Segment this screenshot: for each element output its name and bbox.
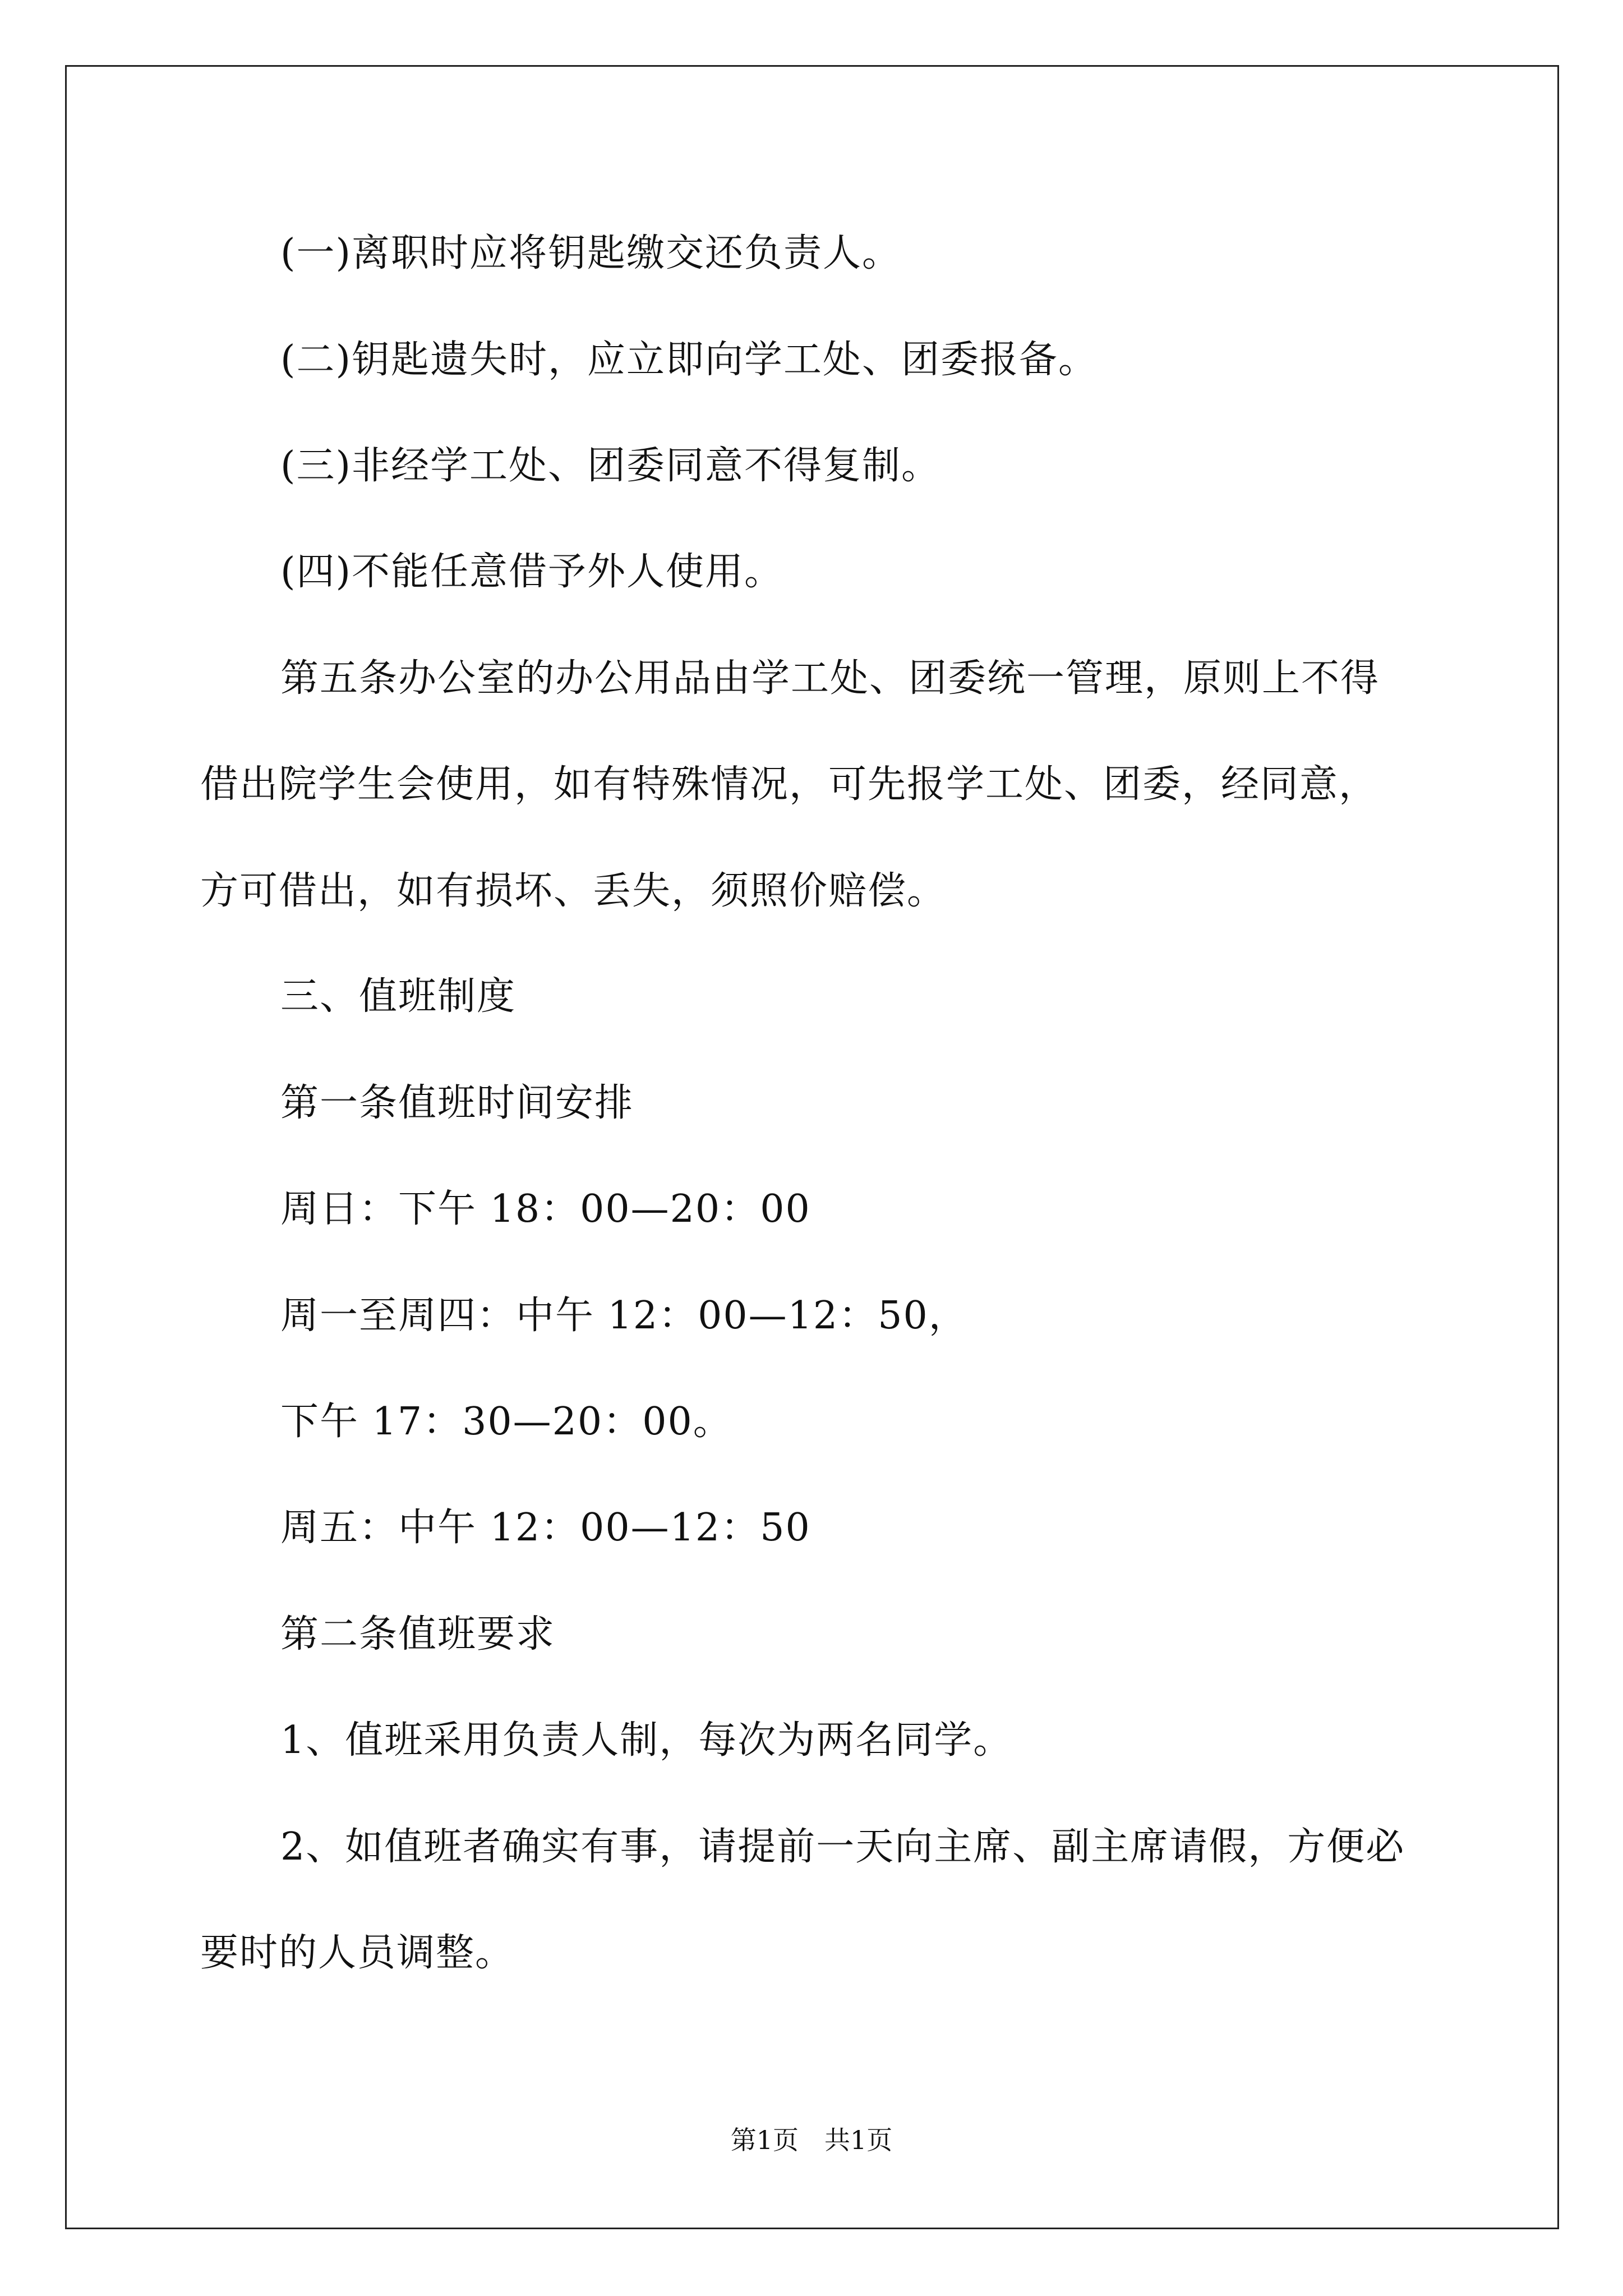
text-line: 借出院学生会使用，如有特殊情况，可先报学工处、团委，经同意， <box>200 762 1378 807</box>
text-line: 周日：下午 18：00—20：00 <box>280 1187 811 1231</box>
text-line: (二)钥匙遗失时，应立即向学工处、团委报备。 <box>280 338 1098 382</box>
text-line: 第五条办公室的办公用品由学工处、团委统一管理，原则上不得 <box>280 656 1380 701</box>
text-line: 2、如值班者确实有事，请提前一天向主席、副主席请假，方便必 <box>280 1825 1405 1869</box>
text-line: 第一条值班时间安排 <box>280 1081 634 1125</box>
text-line: 1、值班采用负责人制，每次为两名同学。 <box>280 1718 1013 1763</box>
text-line: 下午 17：30—20：00。 <box>280 1400 732 1444</box>
text-line: (一)离职时应将钥匙缴交还负责人。 <box>280 231 902 275</box>
text-line: 周五：中午 12：00—12：50 <box>280 1506 811 1550</box>
text-line: (四)不能任意借予外人使用。 <box>280 550 784 594</box>
text-line: (三)非经学工处、团委同意不得复制。 <box>280 444 941 488</box>
section-heading: 三、值班制度 <box>280 974 517 1019</box>
text-line: 周一至周四：中午 12：00—12：50， <box>280 1294 968 1338</box>
text-line: 第二条值班要求 <box>280 1612 556 1657</box>
text-line: 要时的人员调整。 <box>200 1931 515 1975</box>
page-footer: 第1页 共1页 <box>730 2125 893 2155</box>
text-line: 方可借出，如有损坏、丢失，须照价赔偿。 <box>200 869 947 913</box>
